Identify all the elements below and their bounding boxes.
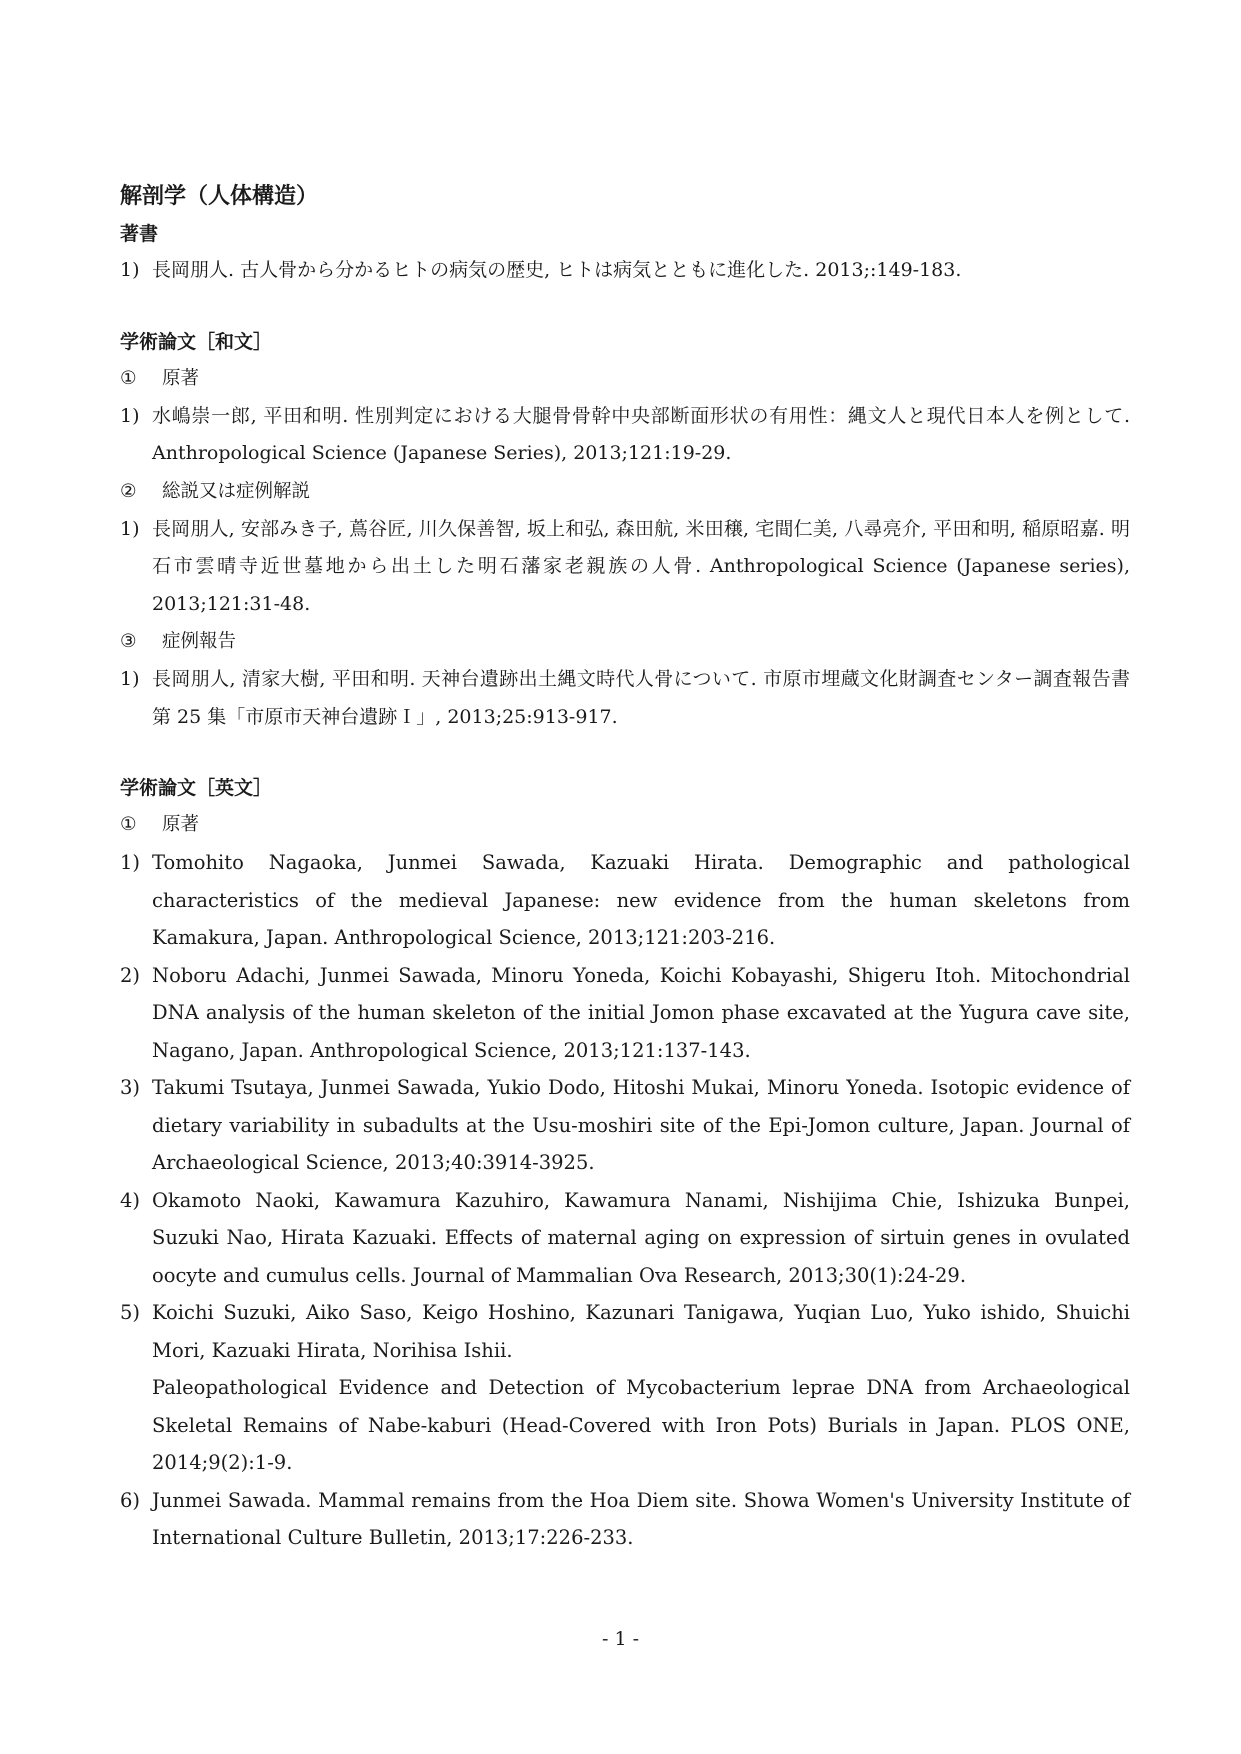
- entry-text: Noboru Adachi, Junmei Sawada, Minoru Yoneda, Koichi Kobayashi, Shigeru Itoh. Mitochondrial DNA analysis of the human skeleton of the initial Jomon phase excavated at the Yugura cave site, Nagano, Japan. Anthropological Science, 2013;121:137-143.: [152, 963, 1130, 1062]
- section-marker: ①: [120, 814, 137, 835]
- entry-authors: Koichi Suzuki, Aiko Saso, Keigo Hoshino, Kazunari Tanigawa, Yuqian Luo, Yuko ishido, Shuichi Mori, Kazuaki Hirata, Norihisa Ishii.: [152, 1301, 1130, 1362]
- subsection-review-ja: [120, 473, 1130, 511]
- section-label: 総説又は症例解説: [162, 480, 311, 502]
- list-item: [120, 661, 1130, 736]
- entry-text: 長岡朋人, 清家大樹, 平田和明. 天神台遺跡出土縄文時代人骨について. 市原市埋蔵文化財調査センター調査報告書第 25 集「市原市天神台遺跡Ｉ」, 2013;25:913-917.: [152, 668, 1130, 728]
- section-marker: ②: [120, 480, 137, 502]
- section-label: 原著: [162, 814, 200, 835]
- list-item: [120, 252, 1130, 290]
- entry-number: 5): [120, 1301, 141, 1324]
- entry-number: 6): [120, 1488, 141, 1512]
- entry-text: Paleopathological Evidence and Detection of Mycobacterium leprae DNA from Archaeological Skeletal Remains of Nabe-kaburi (Head-Covered with Iron Pots) Burials in Japan. PLOS ONE, 2014;9(2):1-9.: [152, 1376, 1130, 1474]
- section-marker: ①: [120, 367, 137, 389]
- entry-number: 1): [120, 259, 140, 281]
- entry-text: 長岡朋人. 古人骨から分かるヒトの病気の歴史, ヒトは病気とともに進化した. 2013;:149-183.: [152, 259, 962, 281]
- page-title: 解剖学（人体構造）: [120, 184, 319, 209]
- list-item: [120, 844, 1130, 957]
- entry-text: Junmei Sawada. Mammal remains from the Hoa Diem site. Showa Women's University Institute of International Culture Bulletin, 2013;17:226-233.: [152, 1488, 1130, 1549]
- entry-text: Tomohito Nagaoka, Junmei Sawada, Kazuaki Hirata. Demographic and pathological characteristics of the medieval Japanese: new evidence from the human skeletons from Kamakura, Japan. Anthropological Science, 2013;121:203-216.: [152, 851, 1130, 949]
- page-number: - 1 -: [601, 1628, 639, 1650]
- list-item: [120, 1182, 1130, 1295]
- entry-text: 長岡朋人, 安部みき子, 蔦谷匠, 川久保善智, 坂上和弘, 森田航, 米田穣, 宅間仁美, 八尋亮介, 平田和明, 稲原昭嘉. 明石市雲晴寺近世墓地から出土した明石藩家老親族の人骨. Anthropological Science (Japanese series), 2013;121:31-48.: [152, 517, 1130, 615]
- list-item: [120, 398, 1130, 473]
- subsection-case-ja: [120, 623, 1130, 661]
- section-marker: ③: [120, 631, 137, 652]
- entry-text: Okamoto Naoki, Kawamura Kazuhiro, Kawamura Nanami, Nishijima Chie, Ishizuka Bunpei, Suzuki Nao, Hirata Kazuaki. Effects of maternal aging on expression of sirtuin genes in ovulated oocyte and cumulus cells. Journal of Mammalian Ova Research, 2013;30(1):24-29.: [152, 1188, 1130, 1287]
- list-item: [120, 957, 1130, 1070]
- subsection-original-en: [120, 806, 1130, 844]
- list-item: [120, 1482, 1130, 1557]
- list-item: [120, 511, 1130, 624]
- section-label: 症例報告: [162, 631, 237, 652]
- entry-number: 4): [120, 1188, 141, 1212]
- entry-number: 1): [120, 668, 140, 690]
- list-item: [120, 1069, 1130, 1182]
- entry-number: 3): [120, 1076, 141, 1099]
- papers-ja-heading: 学術論文［和文］: [120, 330, 273, 353]
- section-label: 原著: [162, 367, 200, 389]
- entry-number: 1): [120, 404, 140, 427]
- entry-number: 1): [120, 851, 141, 874]
- document-page: [120, 178, 1130, 1557]
- subsection-original-ja: [120, 360, 1130, 398]
- entry-text: 水嶋崇一郎, 平田和明. 性別判定における大腿骨骨幹中央部断面形状の有用性：縄文人と現代日本人を例として. Anthropological Science (Japanese Series), 2013;121:19-29.: [152, 404, 1130, 464]
- entry-number: 2): [120, 963, 141, 987]
- entry-text: Takumi Tsutaya, Junmei Sawada, Yukio Dodo, Hitoshi Mukai, Minoru Yoneda. Isotopic evidence of dietary variability in subadults at the Usu-moshiri site of the Epi-Jomon culture, Japan. Journal of Archaeological Science, 2013;40:3914-3925.: [152, 1076, 1130, 1174]
- list-item: [120, 1294, 1130, 1482]
- books-heading: 著書: [120, 223, 159, 245]
- entry-number: 1): [120, 517, 140, 540]
- papers-en-heading: 学術論文［英文］: [120, 777, 273, 799]
